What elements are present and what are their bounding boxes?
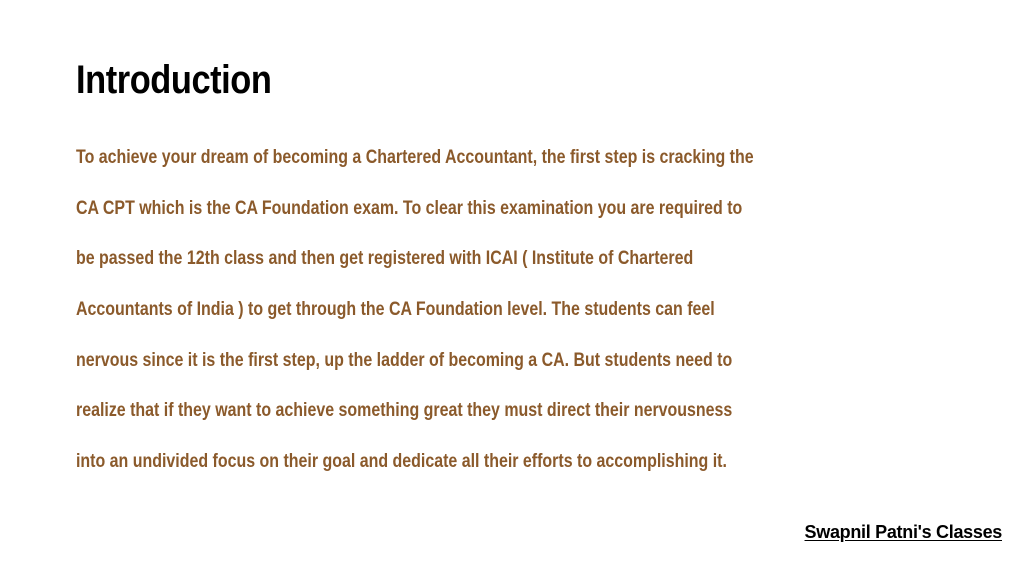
paragraph-line: Accountants of India ) to get through the CA Foundation level. The students can feel — [76, 299, 715, 321]
slide-title: Introduction — [76, 58, 272, 102]
intro-paragraph — [76, 133, 976, 488]
swapnil-patni-classes-link[interactable]: Swapnil Patni's Classes — [804, 522, 1002, 542]
paragraph-line: nervous since it is the first step, up the ladder of becoming a CA. But students need to — [76, 349, 733, 371]
paragraph-line: To achieve your dream of becoming a Chartered Accountant, the first step is cracking the — [76, 147, 754, 168]
paragraph-line: CA CPT which is the CA Foundation exam. To clear this examination you are required to — [76, 197, 743, 219]
paragraph-line: realize that if they want to achieve something great they must direct their nervousness — [76, 400, 733, 422]
paragraph-line: into an undivided focus on their goal and dedicate all their efforts to accomplishing it. — [76, 451, 727, 473]
paragraph-line: be passed the 12th class and then get registered with ICAI ( Institute of Chartered — [76, 248, 694, 270]
